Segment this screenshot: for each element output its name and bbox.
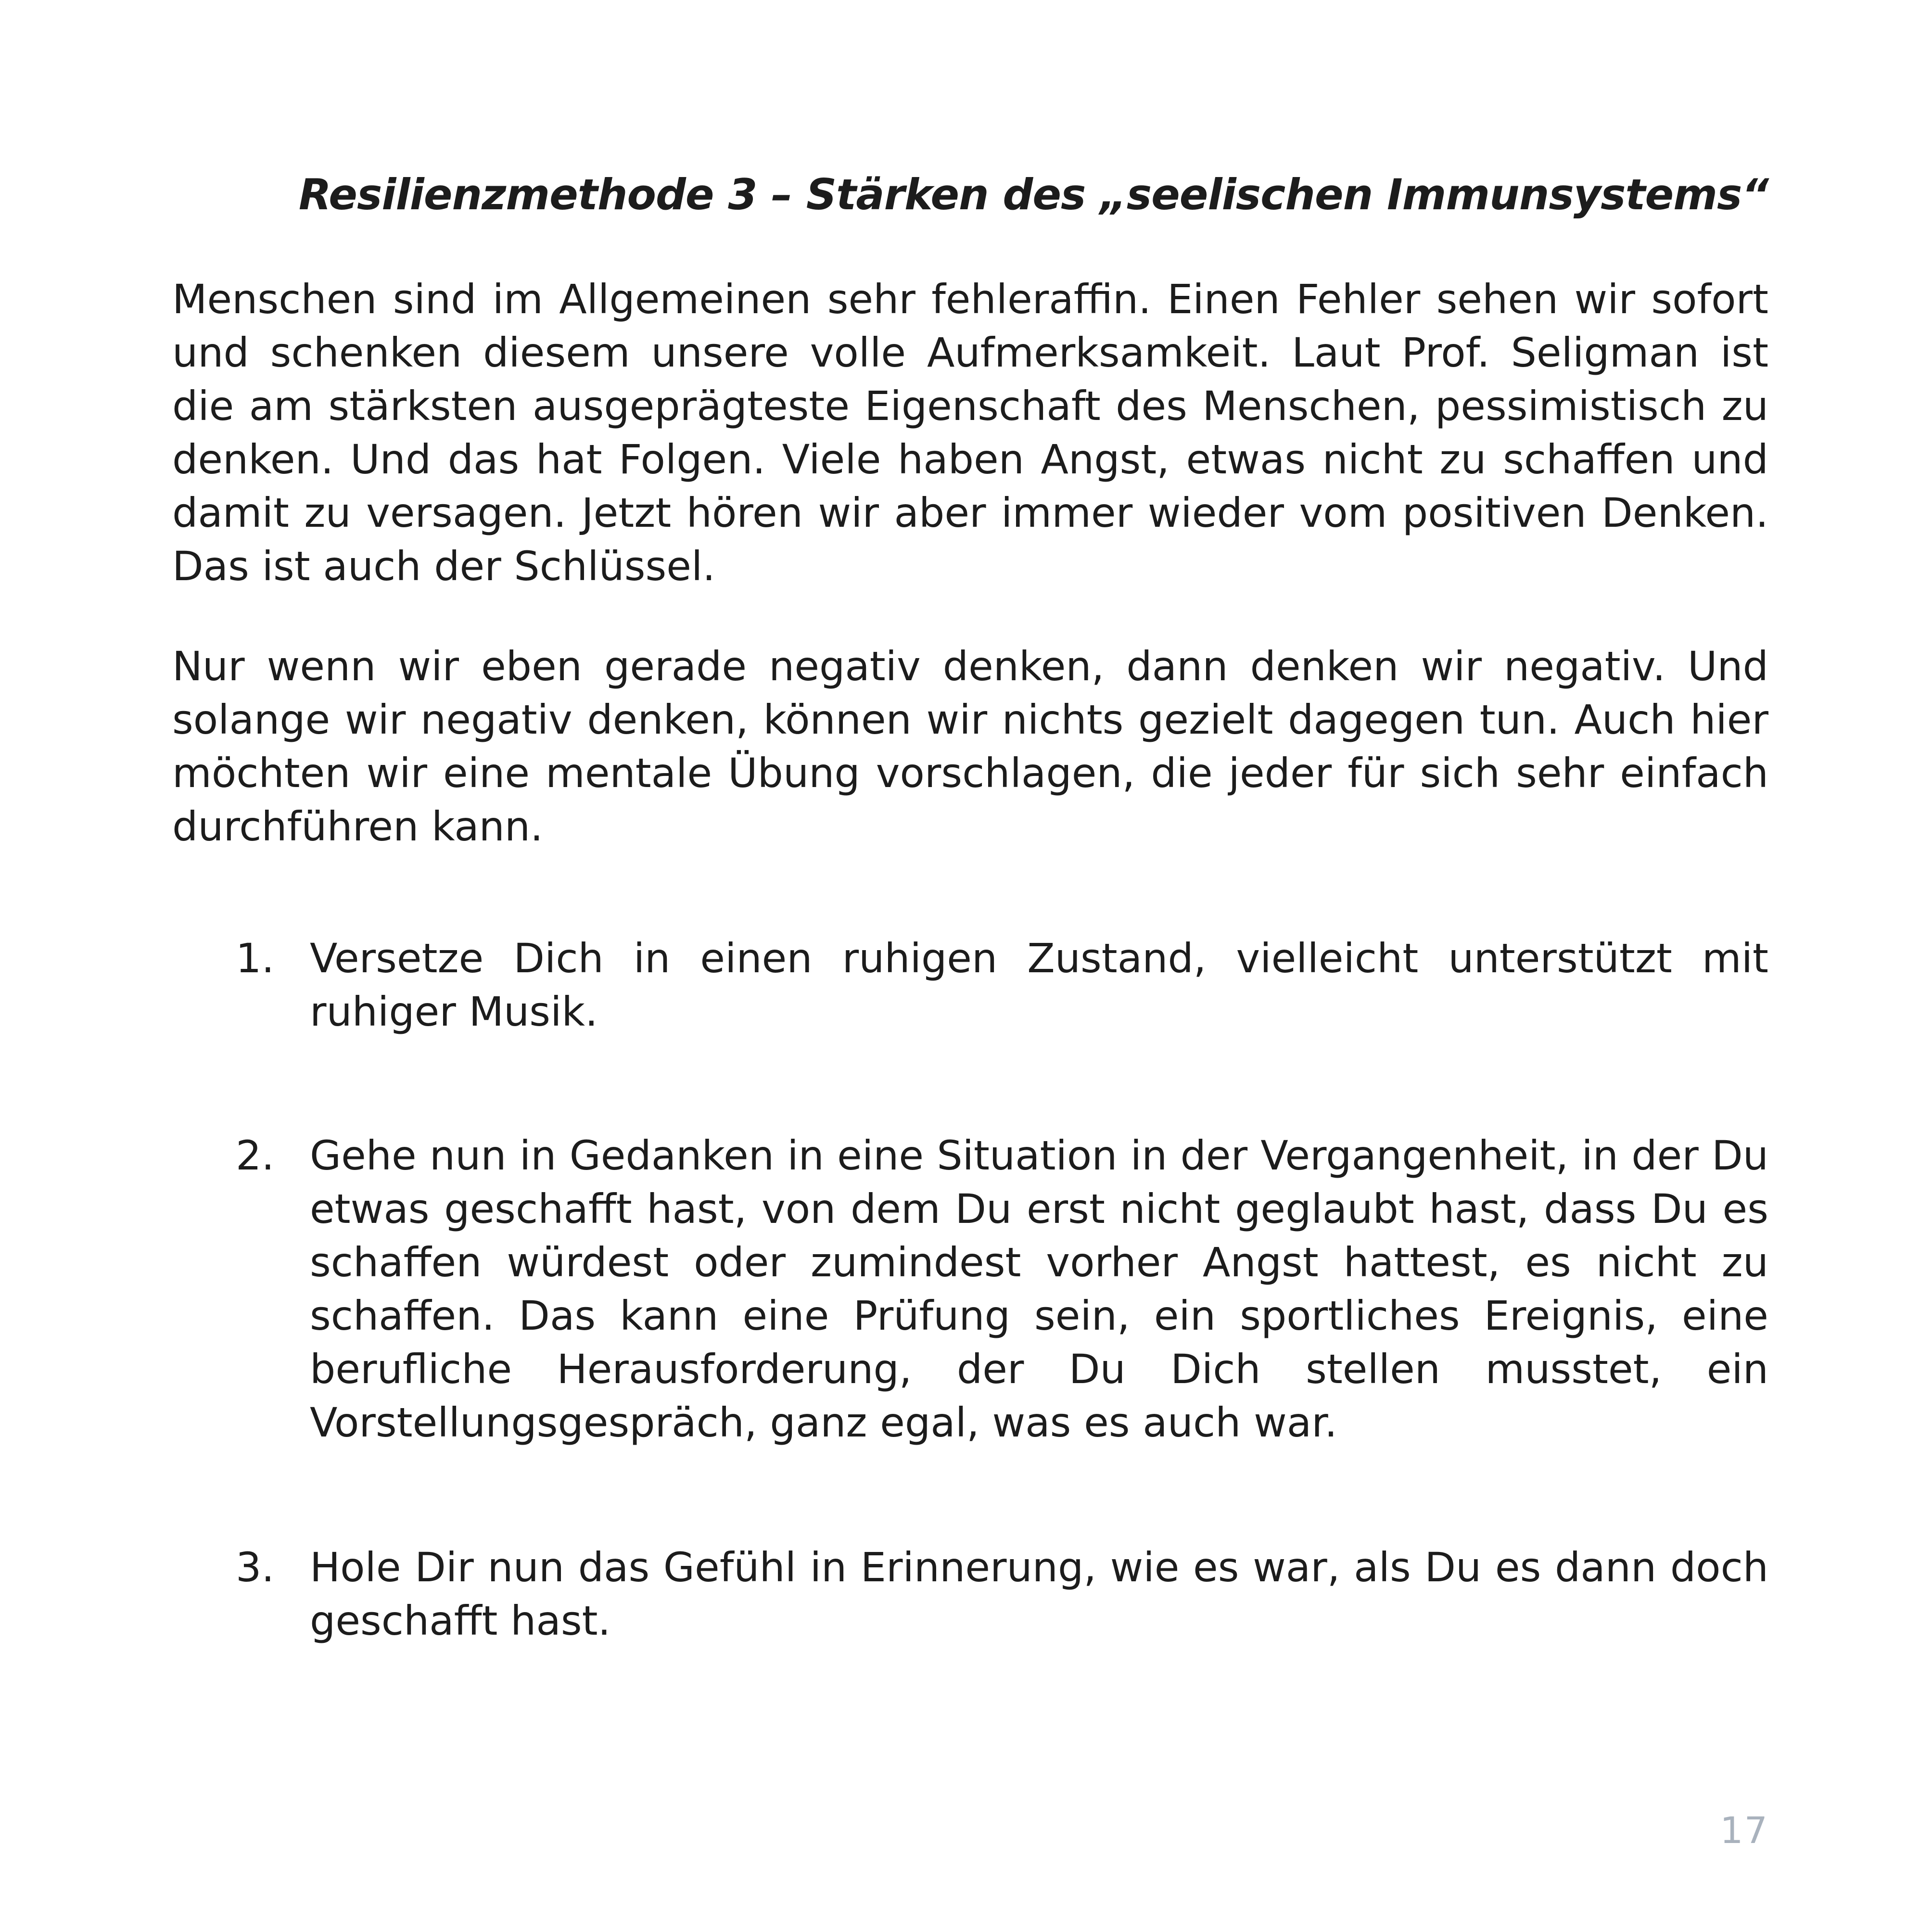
list-text: Versetze Dich in einen ruhigen Zustand, vielleicht unterstützt mit ruhiger Musik. <box>310 935 1768 1035</box>
paragraph-1: Menschen sind im Allgemeinen sehr fehleraffin. Einen Fehler sehen wir sofort und schenken diesem unsere volle Aufmerksamkeit. Laut Prof. Seligman ist die am stärksten ausgeprägteste Eigenschaft des Menschen, pessimistisch zu denken. Und das hat Folgen. Viele haben Angst, etwas nicht zu schaffen und damit zu versagen. Jetzt hören wir aber immer wieder vom positiven Denken. Das ist auch der Schlüssel. <box>172 276 1768 590</box>
list-item-2 <box>236 1129 1768 1449</box>
page-number: 17 <box>1720 1809 1768 1852</box>
list-item-3 <box>236 1541 1768 1648</box>
list-number: 2. <box>236 1132 275 1179</box>
list-item-1 <box>236 932 1768 1039</box>
list-text: Hole Dir nun das Gefühl in Erinnerung, wie es war, als Du es dann doch geschafft hast. <box>310 1544 1768 1644</box>
list-number: 3. <box>236 1544 275 1591</box>
list-number: 1. <box>236 935 275 982</box>
list-text: Gehe nun in Gedanken in eine Situation in der Vergangenheit, in der Du etwas geschafft hast, von dem Du erst nicht geglaubt hast, dass Du es schaffen würdest oder zumindest vorher Angst hattest, es nicht zu schaffen. Das kann eine Prüfung sein, ein sportliches Ereignis, eine berufliche Herausforderung, der Du Dich stellen musstet, ein Vorstellungsgespräch, ganz egal, was es auch war. <box>310 1132 1768 1446</box>
paragraph-2: Nur wenn wir eben gerade negativ denken, dann denken wir negativ. Und solange wir negativ denken, können wir nichts gezielt dagegen tun. Auch hier möchten wir eine mentale Übung vorschlagen, die jeder für sich sehr einfach durchführen kann. <box>172 643 1768 850</box>
section-heading: Resilienzmethode 3 – Stärken des „seelischen Immunsystems“ <box>298 170 1768 219</box>
